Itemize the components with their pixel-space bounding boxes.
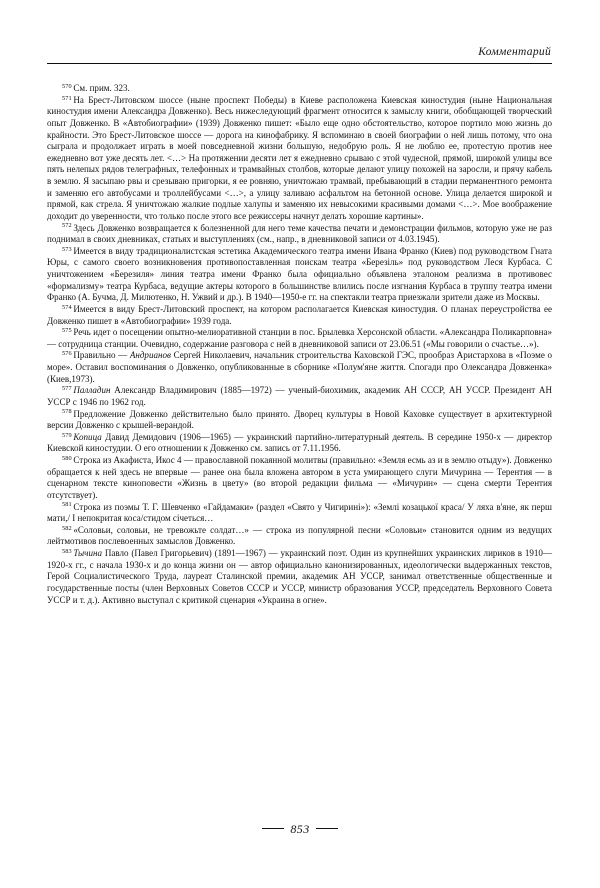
footnote-text: Имеется в виду Брест-Литовский проспект, на котором располагается Киевская киностудия. О планах переустройства ее Довженко пишет в «Автобиографии» 1939 года. — [47, 303, 552, 326]
footnote-name-italic: Тычина — [73, 548, 103, 558]
footnote-marker: 581 — [62, 501, 72, 509]
footnote-574 — [47, 304, 552, 327]
footnote-text: Предложение Довженко действительно было принято. Дворец культуры в Новой Каховке существует в архитектурной версии Довженко с крышей-верандой. — [47, 408, 552, 431]
footnote-text: Сергей Николаевич, начальник строительства Каховской ГЭС, прообраз Аристархова в «Поэме о море». Оставил воспоминания о Довженко, опубликованные в сборнике «Полум'яне життя. Спогади про Олександра Довженка» (Киев,1973). — [47, 350, 552, 384]
footnote-text: Павло (Павел Григорьевич) (1891—1967) — украинский поэт. Один из крупнейших украинских лириков в 1910—1920-х гг., с начала 1930-х и до конца жизни он — автор официально канонизированных, идеологически выдержанных текстов, Герой Социалистического Труда, лауреат Сталинской премии, академик АН УССР, занимал ответственные общественные и государственные посты (член Верховных Советов СССР и УССР, министр образования УССР, председатель Верховного Совета УССР и т. д.). Активно выступал с критикой сценария «Украина в огне». — [47, 548, 552, 605]
footnote-marker: 570 — [62, 82, 72, 90]
footnote-marker: 582 — [62, 524, 72, 532]
footnote-text: На Брест-Литовском шоссе (ныне проспект Победы) в Киеве расположена Киевская киностудия (ныне Национальная киностудия имени Александра Довженко). Весь нижеследующий фрагмент относится к замыслу книги, обобщающей творческий опыт Довженко. В «Автобиографии» (1939) Довженко пишет: «Было еще одно обстоятельство, которое портило мою жизнь до крайности. Это Брест-Литовское шоссе — дорога на кинофабрику. Я вспоминаю в своей биографии о ней лишь потому, что она сыграла и продолжает играть в моей повседневной жизни большую, недобрую роль. Я не люблю ее, протестую против нее ежедневно вот уже десять лет. <…> На протяжении десяти лет я ежедневно срываю с этой чудесной, прямой, широкой улицы все пять нелепых рядов телеграфных, телефонных и трамвайных столбов, которые делают улицу похожей на заросли, и прячу кабель в землю. Я засыпаю рвы и срезываю пригорки, я ее ровняю, уничтожаю трамвай, пребывающий в стадии перманентного ремонта и заменяю его автобусами и троллейбусами <…>, а улицу заливаю асфальтом на бетонной основе. Улица делается широкой и прямой, как стрела. Я уничтожаю жалкие подлые халупы и заменяю их невысокими красивыми домами <…>. Мое воображение доходит до уверенности, что только после этого все режиссеры начнут делать хорошие картины». — [47, 94, 552, 221]
footnote-575 — [47, 327, 552, 350]
footnote-text-lead: Правильно — — [73, 350, 130, 361]
footnote-581 — [47, 502, 552, 525]
footnote-578 — [47, 409, 552, 432]
footnote-marker: 574 — [62, 303, 72, 311]
footnote-580 — [47, 455, 552, 502]
footnote-579 — [47, 432, 552, 455]
footnote-marker: 571 — [62, 94, 72, 102]
footnote-marker: 573 — [62, 245, 72, 253]
page-header — [47, 46, 552, 64]
footnote-583 — [47, 548, 552, 606]
footnote-marker: 577 — [62, 385, 72, 393]
folio-rule-left — [262, 828, 284, 829]
header-rule — [47, 63, 552, 64]
footnote-text: Давид Демидович (1906—1965) — украинский партийно-литературный деятель. В середине 1950-х — директор Киевской киностудии. О его отношении к Довженко см. запись от 7.11.1956. — [47, 431, 552, 454]
footnote-marker: 578 — [62, 408, 72, 416]
footnote-marker: 579 — [62, 431, 72, 439]
footnote-name-italic: Палладин — [73, 385, 111, 396]
footnote-577 — [47, 385, 552, 408]
footnote-text: Строка из Акафиста, Икос 4 — православной покаянной молитвы (правильно: «Земля есмь аз и в землю отыду»). Довженко обращается к ней здесь не впервые — ранее она была вложена автором в уста умирающего слуги Мичурина — Терентия — в сценарном тексте киноповести «Жизнь в цвету» (во второй редакции фильма — «Мичурин» — сцена смерти Терентия отсутствует). — [47, 455, 552, 500]
footnote-571 — [47, 95, 552, 223]
footnote-name-italic: Копица — [73, 431, 102, 442]
footnote-marker: 580 — [62, 454, 72, 462]
footnote-text: Речь идет о посещении опытно-мелиоративной станции в пос. Брылевка Херсонской области. «Александра Поликарповна» — сотрудница станции. Очевидно, содержание разговора с ней в дневниковой записи от 23.06.51 («Мы говорили о счастье…»). — [47, 327, 552, 349]
page-number: 853 — [290, 822, 310, 836]
page-folio — [0, 822, 600, 837]
footnote-text: Строка из поэмы Т. Г. Шевченко «Гайдамаки» (раздел «Свято у Чигирині»): «Землі козацької краса/ У ляха в'яне, як перш мати,/ І непокритая коса/стидом січеться… — [47, 501, 552, 524]
footnote-marker: 575 — [62, 327, 72, 335]
footnote-marker: 572 — [62, 222, 72, 230]
footnote-573 — [47, 246, 552, 304]
footnote-572 — [47, 223, 552, 246]
footnote-marker: 576 — [62, 350, 72, 358]
footnote-name-italic: Андрианов — [129, 350, 171, 361]
footnote-text: См. прим. 323. — [73, 83, 130, 93]
running-head: Комментарий — [478, 46, 551, 58]
commentary-notes-block — [47, 83, 552, 606]
footnote-text: Здесь Довженко возвращается к болезненной для него теме качества печати и демонстрации фильмов, которую уже не раз поднимал в своих дневниках, статьях и выступлениях (см., напр., в дневниковой записи от 4.03.1945). — [47, 222, 552, 245]
footnote-570 — [47, 83, 552, 95]
footnote-marker: 583 — [62, 547, 72, 555]
footnote-text: «Соловьи, соловьи, не тревожьте солдат…» — строка из популярной песни «Соловьи» становится одним из ведущих лейтмотивов послевоенных замыслов Довженко. — [47, 524, 552, 547]
footnote-text: Имеется в виду традиционалистская эстетика Академического театра имени Ивана Франко (Киев) под руководством Гната Юры, с самого своего возникновения противопоставленная поискам театра «Березіль» под руководством Леся Курбаса. С уничтожением «Березиля» линия театра имени Франко была официально объявлена эталоном реализма в противовес «формализму» театра Курбаса, ведущие актеры которого в большинстве влились после изгнания Курбаса в труппу театра имени Франко (А. Бучма, Д. Милютенко, Н. Ужвий и др.). В 1940—1950-е гг. на спектакли театра приезжали зрители даже из Москвы. — [47, 245, 552, 303]
footnote-text: Александр Владимирович (1885—1972) — ученый-биохимик, академик АН СССР, АН УССР. Президент АН УССР с 1946 по 1962 год. — [47, 385, 552, 407]
footnote-582 — [47, 525, 552, 548]
folio-rule-right — [316, 828, 338, 829]
footnote-576 — [47, 350, 552, 385]
